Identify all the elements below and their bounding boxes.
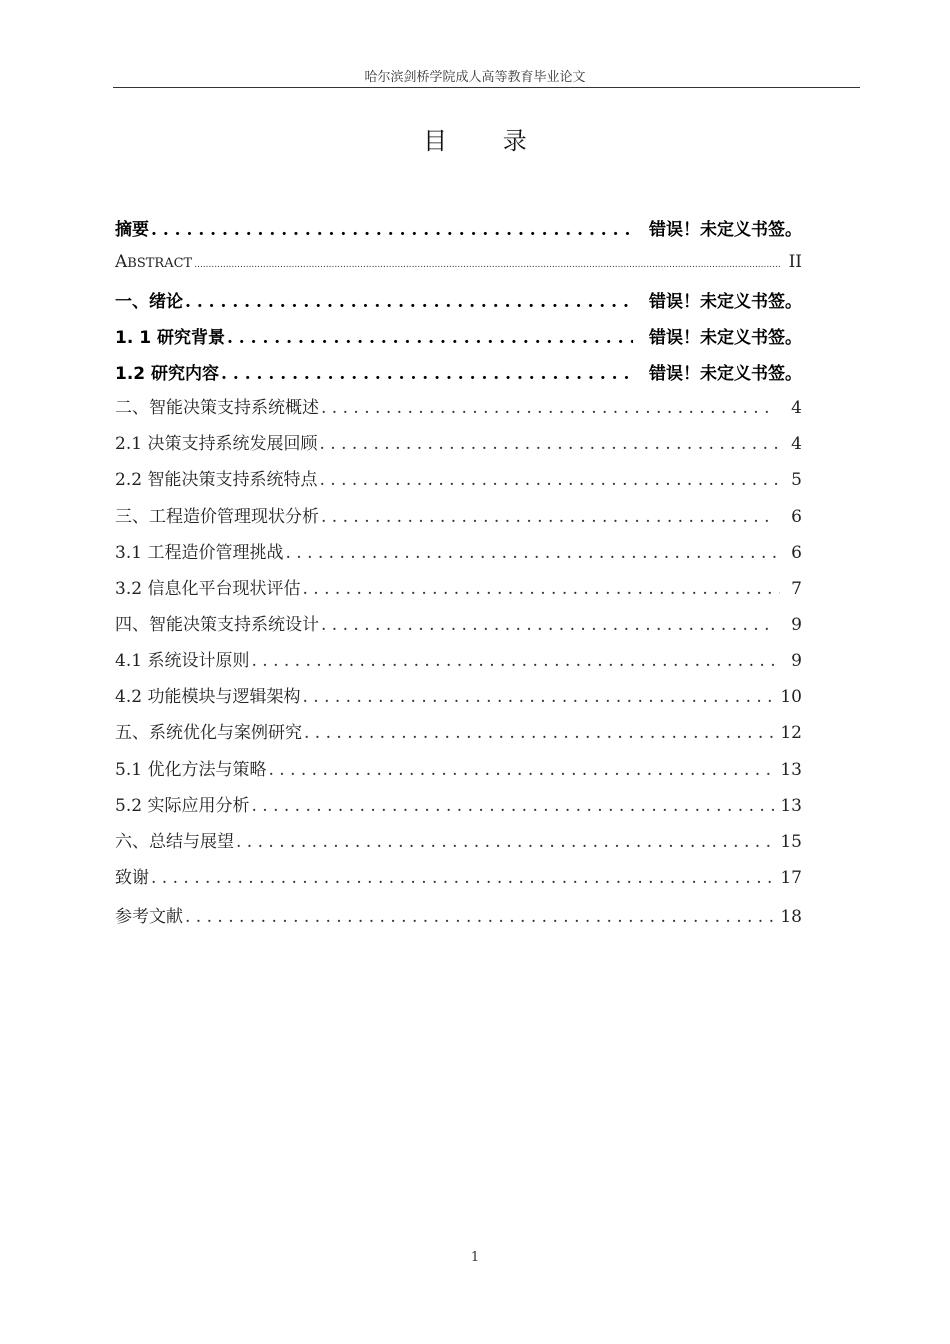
toc-entry-page: 13 [780,796,802,816]
toc-entry-page: 4 [791,398,802,418]
toc-entry-3-1[interactable] [115,538,802,564]
toc-entry-references[interactable] [115,902,802,928]
toc-entry-page: 6 [791,507,802,527]
toc-title: 目 录 [423,127,551,155]
toc-entry-page: 12 [780,723,802,743]
toc-entry-ch1[interactable] [115,287,802,313]
toc-leader-dots [251,796,778,816]
toc-entry-label: 二、智能决策支持系统概述 [115,398,319,418]
toc-entry-abstract-cn[interactable] [115,215,802,241]
toc-entry-label [115,252,192,272]
toc-leader-dots [185,292,633,312]
toc-entry-label: 1. 1 研究背景 [115,328,225,348]
toc-entry-label: 4.1 系统设计原则 [115,651,250,671]
toc-entry-page: 9 [791,615,802,635]
toc-leader-dots [304,723,776,743]
toc-entry-label: 一、绪论 [115,292,183,312]
toc-entry-4-1[interactable] [115,646,802,672]
toc-entry-2-1[interactable] [115,429,802,455]
toc-entry-page: 15 [780,832,802,852]
toc-leader-dots [151,868,776,888]
toc-entry-page: 9 [791,651,802,671]
toc-leader-dots [221,364,633,384]
toc-leader-dots [251,651,780,671]
toc-entry-label: 5.1 优化方法与策略 [115,760,267,780]
toc-entry-page: 13 [780,760,802,780]
toc-leader-dots [302,687,778,707]
toc-entry-label: 四、智能决策支持系统设计 [115,615,319,635]
toc-entry-label: 2.2 智能决策支持系统特点 [115,470,318,490]
toc-leader-dots [185,907,776,927]
toc-entry-page: 10 [780,687,802,707]
toc-entry-5-2[interactable] [115,791,802,817]
toc-entry-ch3[interactable] [115,502,802,528]
toc-entry-label: 4.2 功能模块与逻辑架构 [115,687,301,707]
toc-entry-ch5[interactable] [115,718,802,744]
toc-entry-5-1[interactable] [115,755,802,781]
toc-entry-page: 7 [791,579,802,599]
toc-entry-ch6[interactable] [115,827,802,853]
toc-leader-dots [302,579,780,599]
toc-entry-acknowledgement[interactable] [115,863,802,889]
toc-leader-dots [227,328,633,348]
toc-entry-label: 1.2 研究内容 [115,364,220,384]
toc-leader-dots [194,252,780,272]
toc-leader-dots [321,615,776,635]
toc-entry-page: 17 [780,868,802,888]
running-header: 哈尔滨剑桥学院成人高等教育毕业论文 [364,70,586,85]
toc-leader-dots [321,398,776,418]
toc-entry-2-2[interactable] [115,465,802,491]
toc-entry-1-1[interactable] [115,323,802,349]
page-number: 1 [470,1250,480,1265]
toc-entry-3-2[interactable] [115,574,802,600]
toc-entry-page: 5 [791,470,802,490]
toc-leader-dots [319,470,780,490]
toc-leader-dots [321,507,776,527]
toc-entry-label: 五、系统优化与案例研究 [115,723,302,743]
toc-entry-ch4[interactable] [115,610,802,636]
toc-leader-dots [319,434,780,454]
toc-entry-label: 3.1 工程造价管理挑战 [115,543,284,563]
toc-entry-label: 三、工程造价管理现状分析 [115,507,319,527]
toc-leader-dots [285,543,780,563]
toc-label-smallcaps: BSTRACT [127,256,193,271]
toc-entry-page: 错误！未定义书签。 [649,292,802,312]
toc-entry-page: 6 [791,543,802,563]
toc-entry-1-2[interactable] [115,359,802,385]
toc-entry-label: 2.1 决策支持系统发展回顾 [115,434,318,454]
toc-entry-page: 4 [791,434,802,454]
toc-entry-abstract-en[interactable] [115,252,802,278]
header-divider [113,87,860,88]
toc-entry-label: 摘要 [115,220,149,240]
toc-entry-ch2[interactable] [115,393,802,419]
toc-entry-label: 致谢 [115,868,149,888]
toc-entry-label: 5.2 实际应用分析 [115,796,250,816]
toc-leader-dots [151,220,633,240]
toc-entry-page: 错误！未定义书签。 [649,220,802,240]
toc-entry-4-2[interactable] [115,682,802,708]
toc-label-initial: A [115,252,128,272]
toc-entry-label: 六、总结与展望 [115,832,234,852]
toc-entry-page: II [788,252,802,272]
toc-entry-page: 错误！未定义书签。 [649,364,802,384]
toc-leader-dots [236,832,776,852]
toc-entry-page: 18 [780,907,802,927]
toc-entry-label: 参考文献 [115,907,183,927]
toc-leader-dots [268,760,778,780]
toc-entry-label: 3.2 信息化平台现状评估 [115,579,301,599]
toc-entry-page: 错误！未定义书签。 [649,328,802,348]
